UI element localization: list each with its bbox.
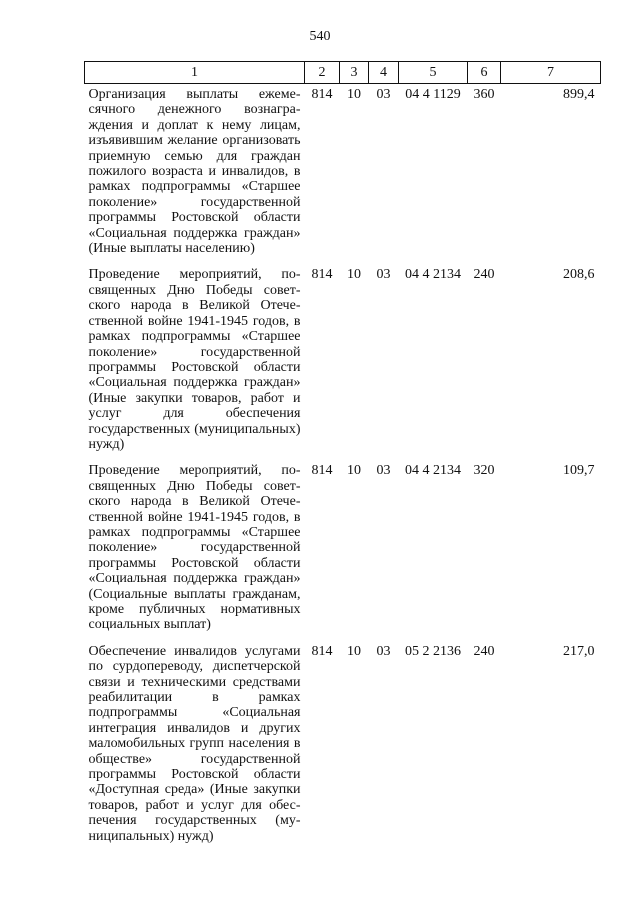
- page-number: 540: [309, 29, 331, 44]
- section-code: 10: [347, 267, 361, 283]
- row-description: Организация выплаты ежемесячного денежного вознаграждения и доплат к нему лицам, изъявившим желание организовать приемную семью для граждан пожилого возраста и инвалидов, в рамках подпрограммы «Старшее поколение» государственной программы Ростовской области «Социальная поддержка граждан» (Иные выплаты населению): [88, 87, 301, 257]
- section-code: 10: [347, 463, 361, 479]
- header-col-6: 6: [468, 62, 501, 84]
- subsection-code: 03: [376, 267, 391, 283]
- table-row: [85, 84, 601, 265]
- ministry-code: 814: [311, 267, 333, 283]
- table-row: [85, 460, 601, 640]
- subsection-code: 03: [376, 87, 391, 102]
- header-col-5: 5: [399, 62, 468, 84]
- header-col-4: 4: [369, 62, 399, 84]
- header-col-2: 2: [305, 62, 340, 84]
- target-item-code: 04 4 2134: [405, 267, 461, 283]
- table-header-row: [85, 62, 601, 84]
- ministry-code: 814: [311, 463, 333, 479]
- ministry-code: 814: [311, 643, 333, 659]
- row-description: Проведение мероприятий, посвященных Дню Победы советского народа в Великой Отечественной войне 1941-1945 годов, в рамках подпрограммы «Старшее поколение» государственной программы Ростовской области «Социальная поддержка граждан» (Иные закупки товаров, работ и услуг для обеспечения государственных (муниципальных) нужд): [88, 267, 301, 452]
- target-item-code: 05 2 2136: [405, 643, 461, 659]
- target-item-code: 04 4 1129: [405, 87, 461, 102]
- ministry-code: 814: [311, 87, 333, 102]
- table-row: [85, 264, 601, 460]
- header-col-3: 3: [340, 62, 369, 84]
- amount: 899,4: [563, 87, 595, 102]
- subsection-code: 03: [376, 463, 391, 479]
- budget-table: [84, 61, 601, 852]
- expense-type-code: 320: [473, 463, 495, 479]
- expense-type-code: 360: [473, 87, 495, 102]
- row-description: Обеспечение инвалидов услугами по сурдопереводу, диспетчерской связи и техническими средствами реабилитации в рамках подпрограммы «Социальная интеграция инвалидов и других маломобильных групп населения в обществе» государственной программы Ростовской области «Доступная среда» (Иные закупки товаров, работ и услуг для обеспечения государственных (муниципальных) нужд): [88, 643, 301, 844]
- expense-type-code: 240: [473, 267, 495, 283]
- amount: 208,6: [563, 267, 595, 283]
- section-code: 10: [347, 643, 361, 659]
- subsection-code: 03: [376, 643, 391, 659]
- header-col-7: 7: [501, 62, 601, 84]
- table-row: [85, 641, 601, 852]
- section-code: 10: [347, 87, 361, 102]
- expense-type-code: 240: [473, 643, 495, 659]
- amount: 217,0: [563, 643, 595, 659]
- amount: 109,7: [563, 463, 595, 479]
- table-body: [85, 84, 601, 853]
- header-col-1: 1: [85, 62, 305, 84]
- row-description: Проведение мероприятий, посвященных Дню Победы советского народа в Великой Отечественной войне 1941-1945 годов, в рамках подпрограммы «Старшее поколение» государственной программы Ростовской области «Социальная поддержка граждан» (Социальные выплаты гражданам, кроме публичных нормативных социальных выплат): [88, 463, 301, 633]
- table-header: [85, 62, 601, 84]
- target-item-code: 04 4 2134: [405, 463, 461, 479]
